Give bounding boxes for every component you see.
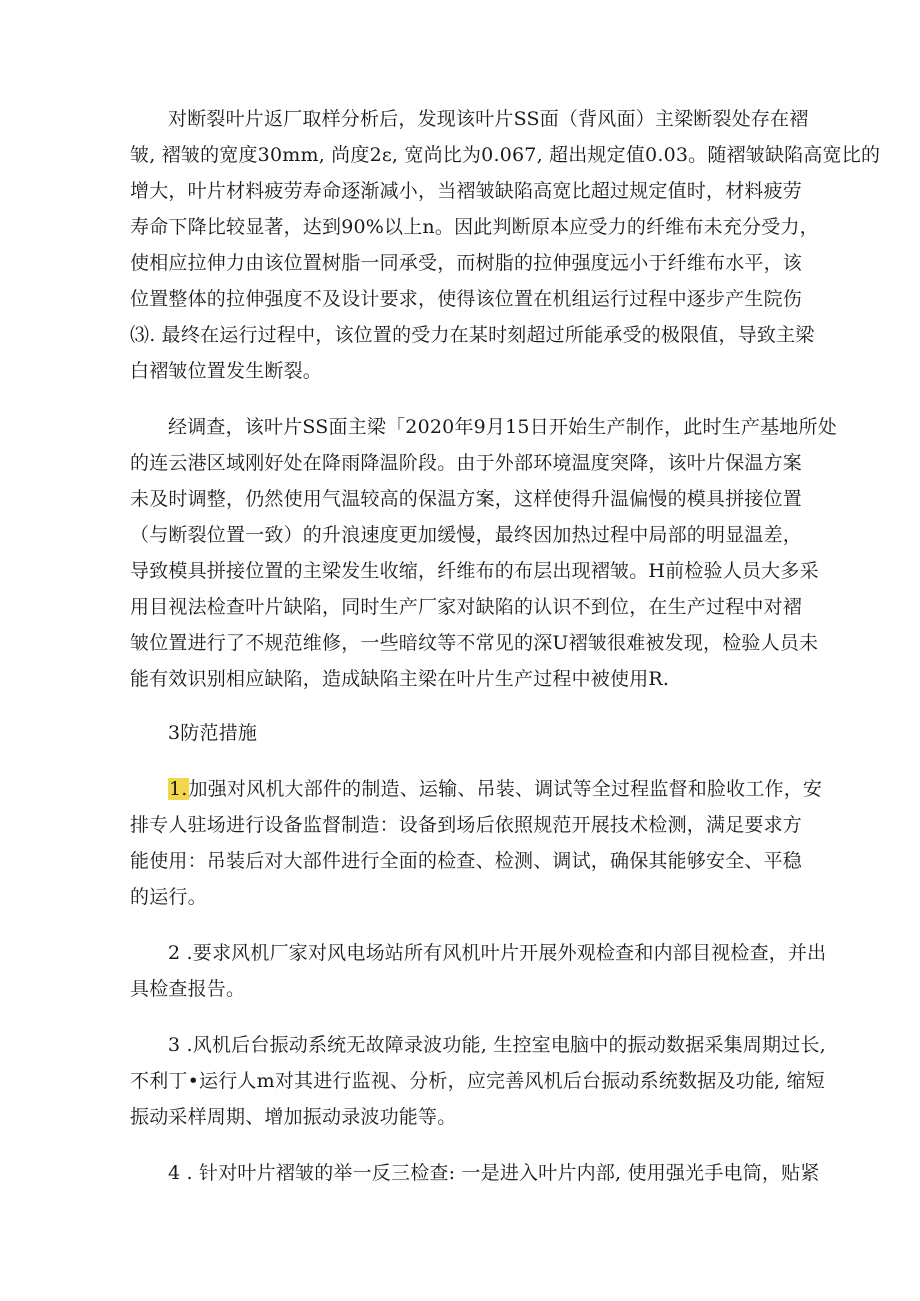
text-line: 经调查，该叶片SS面主梁「2020年9月15日开始生产制作，此时生产基地所处 — [168, 416, 837, 438]
text-line: 对断裂叶片返厂取样分析后，发现该叶片SS面（背风面）主梁断裂处存在褶 — [168, 108, 809, 130]
text-line: 振动采样周期、增加振动录波功能等。 — [130, 1106, 457, 1128]
text-line: 寿命下降比较显著，达到90%以上n。因此判断原本应受力的纤维布未充分受力， — [130, 216, 819, 238]
text-line: 位置整体的拉伸强度不及设计要求，使得该位置在机组运行过程中逐步产生院伤 — [130, 288, 803, 310]
text-line: 未及时调整，仍然使用气温较高的保温方案，这样使得升温偏慢的模具拼接位置 — [130, 488, 803, 510]
text-line: ⑶. 最终在运行过程中，该位置的受力在某时刻超过所能承受的极限值，导致主梁 — [130, 324, 815, 346]
item-text: 加强对风机大部件的制造、运输、吊装、调试等全过程监督和脸收工作，安 — [188, 778, 823, 800]
text-line: 3 .风机后台振动系统无故障录波功能, 生控室电脑中的振动数据采集周期过长, — [168, 1034, 826, 1056]
text-line: 4 . 针对叶片褶皱的举一反三检查: 一是进入叶片内部, 使用强光手电筒，贴紧 — [168, 1162, 820, 1184]
text-line: 使相应拉伸力由该位置树脂一同承受，而树脂的拉伸强度远小于纤维布水平，该 — [130, 252, 803, 274]
text-line: 能有效识别相应缺陷，造成缺陷主梁在叶片生产过程中被使用R. — [130, 668, 670, 690]
text-line: （与断裂位置一致）的升浪速度更加缓慢，最终因加热过程中局部的明显温差， — [130, 524, 803, 546]
text-line: 排专人驻场进行设备监督制造：设备到场后依照规范开展技术检测，满足要求方 — [130, 814, 803, 836]
text-line — [168, 776, 822, 802]
text-line: 具检查报告。 — [130, 978, 246, 1000]
section-heading: 3防范措施 — [168, 722, 258, 744]
text-line: 不利丁•运行人m对其进行监视、分析，应完善风机后台振动系统数据及功能, 缩短 — [130, 1070, 825, 1092]
text-line: 能使用：吊装后对大部件进行全面的检查、检测、调试，确保其能够安全、平稳 — [130, 850, 803, 872]
text-line: 增大，叶片材料疲劳寿命逐渐减小，当褶皱缺陷高宽比超过规定值时，材料疲劳 — [130, 180, 803, 202]
text-line: 导致模具拼接位置的主梁发生收缩，纤维布的布层出现褶皱。H前检验人员大多采 — [130, 560, 819, 582]
item-number-highlight: 1. — [169, 778, 188, 800]
text-line: 用目视法检查叶片缺陷，同时生产厂家对缺陷的认识不到位，在生产过程中对褶 — [130, 596, 803, 618]
text-line: 2 .要求风机厂家对风电场站所有风机叶片开展外观检查和内部目视检查，并出 — [168, 942, 827, 964]
text-line: 的运行。 — [130, 886, 207, 908]
text-line: 皱位置进行了不规范维修，一些暗纹等不常见的深U褶皱很难被发现，检验人员未 — [130, 632, 819, 654]
text-line: 白褶皱位置发生断裂。 — [130, 360, 323, 382]
text-line: 的连云港区域刚好处在降雨降温阶段。由于外部环境温度突降，该叶片保温方案 — [130, 452, 803, 474]
text-line: 皱, 褶皱的宽度30mm, 尚度2ε, 宽尚比为0.067, 超出规定值0.03。随褶皱缺陷高宽比的 — [130, 144, 881, 166]
